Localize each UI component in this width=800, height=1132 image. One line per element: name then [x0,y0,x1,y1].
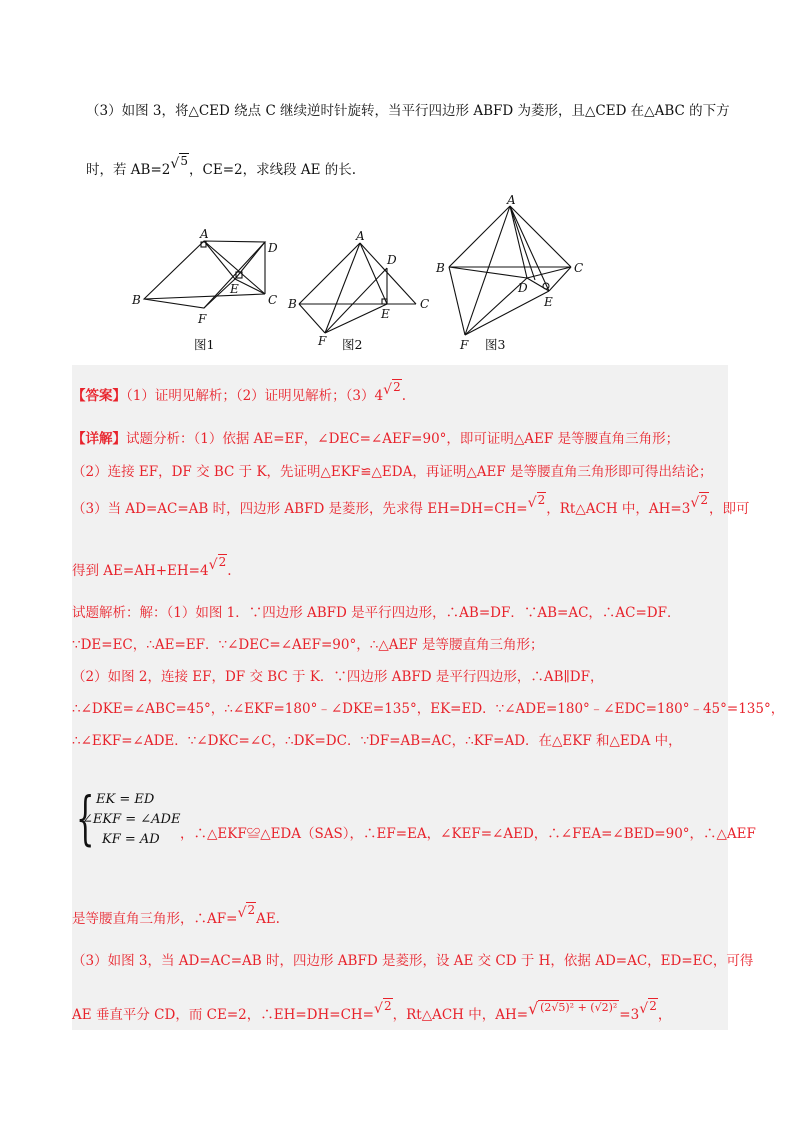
fig1-label-D: D [268,241,278,255]
problem-line-2 [86,154,357,178]
solution-text-9c: =3 [619,1007,640,1023]
fig2-label-C: C [420,297,430,311]
solution-text-7b: AE. [256,911,280,927]
problem-text: 时，若 AB=2 [86,162,171,178]
problem-line-1: （3）如图 3，将△CED 绕点 C 继续逆时针旋转，当平行四边形 ABFD 为菱形，且△CED 在△ABC 的下方 [86,103,730,119]
detail-text-3c: ，即可 [708,501,750,517]
fig2-caption: 图2 [342,337,363,352]
sqrt-symbol: √ 2 [383,388,402,404]
detail-line-3 [72,493,750,517]
fig3-label-A: A [507,193,516,207]
answer-line [72,380,407,404]
sqrt-symbol-large: √ $^{(2√5)^2 + (√2)^2}$ [528,1007,619,1023]
solution-line-1: 试题解析：解：（1）如图 1．∵四边形 ABFD 是平行四边形，∴AB=DF．∵AB=AC，∴AC=DF． [72,605,681,621]
fig1-label-F: F [198,312,207,326]
fig1-label-B: B [132,293,141,307]
fig3-caption: 图3 [485,337,506,352]
solution-text-7a: 是等腰直角三角形，∴AF= [72,911,238,927]
equation-2: ∠EKF = ∠ADE [82,812,181,827]
solution-text-9d: ， [657,1007,672,1023]
sqrt-symbol: √ 5 [170,162,189,178]
fig2-label-E: E [381,307,390,321]
answer-text: （1）证明见解析；（2）证明见解析；（3）4 [126,388,384,404]
fig2-label-A: A [356,229,365,243]
fig1-label-A: A [200,227,209,241]
solution-line-8: （3）如图 3，当 AD=AC=AB 时，四边形 ABFD 是菱形，设 AE 交 CD 于 H，依据 AD=AC，ED=EC，可得 [72,953,754,969]
sqrt-symbol: √ 2 [209,563,228,579]
fig3-label-C: C [574,261,584,275]
fig2-label-F: F [318,334,327,348]
answer-end: . [401,388,407,404]
solution-line-4: ∴∠DKE=∠ABC=45°，∴∠EKF=180°﹣∠DKE=135°，EK=ED．∵∠ADE=180°﹣∠EDC=180°﹣45°=135°， [72,701,785,717]
solution-text-9b: ，Rt△ACH 中，AH= [392,1007,529,1023]
solution-line-2: ∵DE=EC，∴AE=EF．∵∠DEC=∠AEF=90°，∴△AEF 是等腰直角三角形； [72,637,544,653]
detail-line-4 [72,555,232,579]
solution-line-9 [72,999,672,1023]
sqrt-symbol: √ 2 [374,1007,393,1023]
solution-line-6: ，∴△EKF≌△EDA（SAS），∴EF=EA，∠KEF=∠AED，∴∠FEA=∠BED=90°，∴△AEF [180,826,756,842]
fig3-label-D: D [518,281,528,295]
sqrt-symbol: √ 2 [639,1007,658,1023]
detail-tag: 【详解】 [72,431,126,447]
solution-text-9a: AE 垂直平分 CD，而 CE=2，∴EH=DH=CH= [72,1007,374,1023]
equation-1: EK = ED [96,792,155,807]
solution-line-5: ∴∠EKF=∠ADE．∵∠DKC=∠C，∴DK=DC．∵DF=AB=AC，∴KF=AD．在△EKF 和△EDA 中， [72,733,682,749]
sqrt-symbol: √ 2 [237,911,256,927]
detail-text-3a: （3）当 AD=AC=AB 时，四边形 ABFD 是菱形，先求得 EH=DH=CH= [72,501,528,517]
fig3-label-B: B [436,261,445,275]
sqrt-symbol: √ 2 [528,501,547,517]
fig1-caption: 图1 [194,337,215,352]
sqrt-symbol: √ 2 [690,501,709,517]
solution-line-3: （2）如图 2，连接 EF，DF 交 BC 于 K．∵四边形 ABFD 是平行四边形，∴AB∥DF， [72,669,604,685]
fig1-label-C: C [268,293,278,307]
equation-brace: { [76,784,95,852]
problem-text-b: ，CE=2，求线段 AE 的长. [189,162,357,178]
figure-3 [449,206,571,335]
fig3-label-F: F [460,338,469,352]
detail-text-4b: . [227,563,232,579]
fig2-label-D: D [387,253,397,267]
figure-2 [299,243,416,333]
answer-tag: 【答案】 [72,388,126,404]
figure-1 [144,241,265,308]
fig3-label-E: E [544,295,553,309]
fig1-label-E: E [230,282,239,296]
equation-3: KF = AD [102,832,160,847]
detail-text-3b: ，Rt△ACH 中，AH=3 [546,501,691,517]
solution-line-7 [72,903,280,927]
detail-line-2: （2）连接 EF，DF 交 BC 于 K，先证明△EKF≌△EDA，再证明△AEF 是等腰直角三角形即可得出结论； [72,464,713,480]
fig2-label-B: B [288,297,297,311]
detail-text-1: 试题分析：（1）依据 AE=EF，∠DEC=∠AEF=90°，即可证明△AEF 是等腰直角三角形； [126,431,680,447]
geometry-figures [60,192,584,362]
detail-text-4a: 得到 AE=AH+EH=4 [72,563,209,579]
detail-line-1 [72,427,679,447]
